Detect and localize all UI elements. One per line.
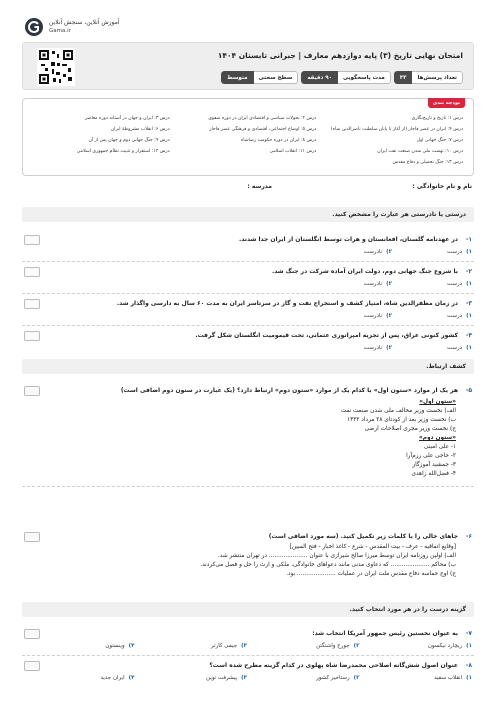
- exam-info-pills: [221, 71, 463, 84]
- question-number: ۲-: [465, 268, 472, 275]
- gama-logo-icon: [24, 17, 44, 37]
- question-text: با شروع جنگ جهانی دوم، دولت ایران آماده شرکت در جنگ شد.: [271, 268, 458, 275]
- column-2-item: ۱- علی امینی: [423, 444, 456, 450]
- column-2-item: ۳- جمشید آموزگار: [412, 462, 456, 468]
- brand-text: [49, 19, 120, 35]
- divider: [22, 325, 474, 326]
- option-false[interactable]: ۲) نادرست: [363, 345, 392, 351]
- option-true[interactable]: ۱) درست: [447, 249, 472, 255]
- syllabus-item: درس ۶: انقلاب مشروطهٔ ایران: [110, 127, 170, 132]
- school-label[interactable]: مدرسه :: [247, 183, 272, 190]
- question-number: ۴-: [465, 332, 472, 339]
- exam-header: [22, 42, 474, 90]
- question-2-options: [22, 281, 472, 287]
- pill-value: ۳۳: [394, 71, 413, 84]
- question-text: در عهدنامه گلستان، افغانستان و هرات توسط انگلستان از ایران جدا شدند.: [238, 236, 458, 243]
- option-true[interactable]: ۱) درست: [447, 313, 472, 319]
- pill-key: تعداد پرسش‌ها: [412, 71, 463, 84]
- option-false[interactable]: ۲) نادرست: [363, 249, 392, 255]
- section-matching: کشف ارتباط.: [22, 359, 474, 374]
- divider: [22, 655, 474, 656]
- question-8-options: [22, 675, 472, 681]
- syllabus-item: درس ۸: ایران در دوره حکومت رضاشاه: [240, 138, 317, 143]
- syllabus-item: درس ۲: تحولات سیاسی و اقتصادی ایران در دوره صفوی: [208, 116, 317, 121]
- pill-key: سطح سختی: [254, 71, 299, 84]
- option-3[interactable]: ۳) پیشرفت نوین: [206, 675, 247, 681]
- fill-blank-lines: [24, 543, 456, 579]
- score-box: [24, 267, 40, 277]
- student-name-label[interactable]: نام و نام خانوادگی :: [412, 183, 472, 190]
- option-true[interactable]: ۱) درست: [447, 345, 472, 351]
- option-true[interactable]: ۱) درست: [447, 281, 472, 287]
- divider: [22, 261, 474, 262]
- syllabus-item: درس ۱: تاریخ و تاریخ‌نگاری: [411, 116, 463, 121]
- pill-question-count: [394, 71, 463, 84]
- question-1-options: [22, 249, 472, 255]
- brand-tagline: آموزش آنلاین، سنجش آنلاین: [49, 19, 120, 26]
- option-1[interactable]: ۱) ریچارد نیکسون: [427, 643, 472, 649]
- syllabus-item: درس ۵: اوضاع اجتماعی، اقتصادی و فرهنگی عصر قاجار: [209, 127, 317, 132]
- syllabus-box: [22, 98, 474, 176]
- question-4-options: [22, 345, 472, 351]
- option-3[interactable]: ۳) جیمی کارتر: [211, 643, 247, 649]
- score-box: [24, 661, 40, 671]
- question-number: ۳-: [465, 300, 472, 307]
- brand-header: [22, 13, 474, 41]
- option-false[interactable]: ۲) نادرست: [363, 313, 392, 319]
- column-2-item: ۲- حاجی علی رزم‌آرا: [406, 453, 456, 459]
- option-1[interactable]: ۱) انقلاب سفید: [434, 675, 472, 681]
- score-box: [24, 386, 40, 396]
- question-number: ۵-: [465, 387, 472, 394]
- pill-value: ۹۰ دقیقه: [301, 71, 338, 84]
- question-text: جاهای خالی را با کلمات زیر تکمیل کنید. (سه مورد اضافی است): [268, 533, 458, 540]
- pill-value: متوسط: [221, 71, 253, 84]
- score-box: [24, 299, 40, 309]
- column-2-item: ۴- فضل‌الله زاهدی: [411, 471, 456, 477]
- syllabus-item: درس ۹: جنگ جهانی دوم و جهان پس از آن: [88, 138, 170, 143]
- option-2[interactable]: ۲) جورج واشنگتن: [316, 643, 360, 649]
- qr-code-icon[interactable]: [37, 48, 75, 86]
- syllabus-badge: بودجه بندی: [428, 98, 465, 108]
- blank-line[interactable]: ب) محاکم ..................... که دعاوی مدنی مانند دعواهای خانوادگی، ملکی و ارث را حل و فصل می‌کردند.: [200, 562, 456, 568]
- divider: [22, 293, 474, 294]
- syllabus-item: درس ۳: ایران و جهان در آستانه دوره معاصر: [85, 116, 170, 121]
- syllabus-item: درس ۱۳: جنگ تحمیلی و دفاع مقدس: [392, 160, 463, 165]
- option-4[interactable]: ۴) وینستون: [105, 643, 135, 649]
- question-text: عنوان اصول شش‌گانه اصلاحی محمدرضا شاه پهلوی در کدام گزینه مطرح شده است؟: [209, 662, 458, 669]
- syllabus-item: درس ۴: ایران در عصر قاجار (از آغاز تا پایان سلطنت ناصرالدین شاه): [330, 127, 463, 132]
- question-text: در زمان مظفرالدین شاه، امتیاز کشف و استخراج نفت و گاز در سرتاسر ایران به مدت ۶۰ سال به دارسی واگذار شد.: [116, 300, 458, 307]
- option-false[interactable]: ۲) نادرست: [363, 281, 392, 287]
- score-box: [24, 629, 40, 639]
- word-bank: [وقایع اتفاقیه - عرف - بیت المقدس - شرع - کاغذ اخبار - فتح المبین]: [289, 544, 456, 550]
- question-number: ۸-: [465, 662, 472, 669]
- student-info-row: [22, 183, 472, 193]
- syllabus-item: درس ۷: جنگ جهانی اول: [416, 138, 463, 143]
- pill-difficulty: [221, 71, 298, 84]
- matching-columns: [24, 398, 456, 479]
- syllabus-grid: [31, 115, 463, 167]
- score-box: [24, 331, 40, 341]
- column-1-item: الف) نخست وزیر مخالف ملی شدن صنعت نفت: [341, 408, 456, 414]
- section-true-false: درستی یا نادرستی هر عبارت را مشخص کنید.: [22, 207, 474, 222]
- question-3-options: [22, 313, 472, 319]
- pill-key: مدت پاسخگویی: [338, 71, 391, 84]
- question-number: ۷-: [465, 630, 472, 637]
- syllabus-item: درس ۱۲: استقرار و تثبیت نظام جمهوری اسلامی: [76, 149, 170, 154]
- blank-line[interactable]: ج) اوج حماسه دفاع مقدس ملت ایران در عملیات ..................... بود.: [286, 571, 456, 577]
- section-multiple-choice: گزینه درست را در هر مورد انتخاب کنید.: [22, 602, 474, 617]
- question-number: ۶-: [465, 533, 472, 540]
- score-box: [24, 532, 40, 542]
- option-4[interactable]: ۴) ایران جدید: [100, 675, 135, 681]
- brand-site[interactable]: Gama.ir: [49, 28, 71, 34]
- column-1-title: «ستون اول»: [419, 399, 456, 405]
- column-1-item: ج) نخست وزیر مجری اصلاحات ارضی: [364, 426, 456, 432]
- question-text: به عنوان نخستین رئیس جمهور آمریکا انتخاب شد:: [312, 630, 458, 637]
- divider: [22, 486, 474, 487]
- column-2-title: «ستون دوم»: [419, 435, 456, 441]
- exam-title: امتحان نهایی تاریخ (۳) پایه دوازدهم معارف | جبرانی تابستان ۱۴۰۴: [217, 51, 463, 60]
- question-text: هر یک از موارد «ستون اول» با کدام یک از موارد «ستون دوم» ارتباط دارد؟ (یک عبارت در ستون دوم اضافی است): [120, 387, 458, 394]
- option-2[interactable]: ۲) رستاخیز کشور: [316, 675, 360, 681]
- score-box: [24, 235, 40, 245]
- pill-duration: [301, 71, 390, 84]
- blank-line[interactable]: الف) اولین روزنامه ایران توسط میرزا صالح شیرازی با عنوان ..................... در تهران منتشر شد.: [217, 553, 456, 559]
- question-7-options: [22, 643, 472, 649]
- syllabus-item: درس ۱۰: نهضت ملی شدن صنعت نفت ایران: [377, 149, 463, 154]
- question-number: ۱-: [465, 236, 472, 243]
- column-1-item: ب) نخست وزیر بعد از کودتای ۲۸ مرداد ۱۳۳۲: [347, 417, 456, 423]
- syllabus-item: درس ۱۱: انقلاب اسلامی: [269, 149, 317, 154]
- question-text: کشور کنونی عراق، پس از تجزیه امپراتوری عثمانی، تحت قیمومیت انگلستان شکل گرفت.: [195, 332, 458, 339]
